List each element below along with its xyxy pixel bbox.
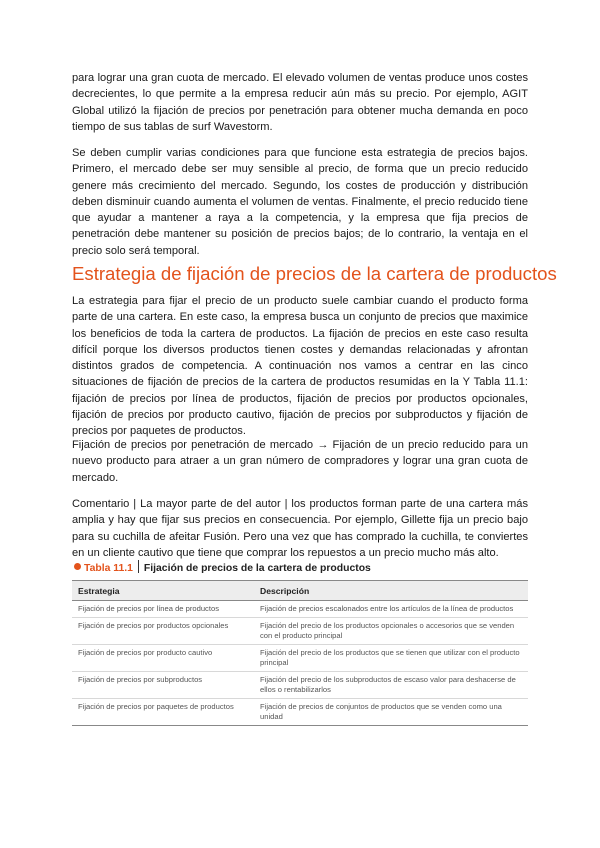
bullet-icon [74,563,81,570]
table-row [72,699,528,726]
paragraph-definition: Fijación de precios por penetración de mercado → Fijación de un precio reducido para un nuevo producto para atraer a un gran número de compradores y lograr una gran cuota de mercado. [72,439,528,484]
table-cell: Fijación de precios por paquetes de productos [72,699,254,726]
table-cell: Fijación de precios por productos opcionales [72,618,254,645]
section-heading: Estrategia de fijación de precios de la cartera de productos [72,263,557,284]
table-caption [74,560,524,576]
paragraph-penetration-intro: para lograr una gran cuota de mercado. El elevado volumen de ventas produce unos costes decrecientes, lo que permite a la empresa reducir aún más su precio. Por ejemplo, AGIT Global utilizó la fijación de precios por penetración para obtener mucha demanda en poco tiempo de sus tablas de surf Wavestorm. [72,72,528,133]
table-cell: Fijación de precios por línea de productos [72,601,254,618]
paragraph-comment: Comentario | La mayor parte de del autor | los productos forman parte de una cartera más amplia y hay que fijar sus precios en consecuencia. Por ejemplo, Gillette fija un precio bajo para su cuchilla de afeitar Fusión. Pero una vez que has comprado la cuchilla, te conviertes en un cliente cautivo que tiene que comprar los repuestos a un precio mucho más alto. [72,498,528,559]
table-row [72,645,528,672]
column-header-description: Descripción [254,581,528,601]
table-cell: Fijación de precios escalonados entre los artículos de la línea de productos [254,601,528,618]
column-header-strategy: Estrategia [72,581,254,601]
table-header-row [72,581,528,601]
paragraph-conditions: Se deben cumplir varias condiciones para que funcione esta estrategia de precios bajos. Primero, el mercado debe ser muy sensible al precio, de forma que un precio reducido genere más crecimiento del mercado. Segundo, los costes de producción y distribución deben disminuir cuando aumenta el volumen de ventas. Finalmente, el precio reducido tiene que ayudar a mantener a raya a la competencia, y la empresa que fija precios de penetración debe mantener su posición de precios bajos; de lo contrario, la ventaja en el precio solo será temporal. [72,147,528,257]
table-row [72,601,528,618]
paragraph-portfolio: La estrategia para fijar el precio de un producto suele cambiar cuando el producto forma parte de una cartera. En este caso, la empresa busca un conjunto de precios que maximice los beneficios de toda la cartera de productos. La fijación de precios en este caso resulta difícil porque los diversos productos tienen costes y demandas relacionadas y afrontan distintos grados de competencia. A continuación nos vamos a centrar en las cinco situaciones de fijación de precios de la cartera de productos resumidas en la Y Tabla 11.1: fijación de precios por línea de productos, fijación de precios por productos opcionales, fijación de precios por producto cautivo, fijación de precios por subproductos y fijación de precios por paquetes de productos. [72,295,528,438]
table-cell: Fijación del precio de los productos que se tienen que utilizar con el producto principal [254,645,528,672]
table-cell: Fijación del precio de los subproductos de escaso valor para deshacerse de ellos o rentabilizarlos [254,672,528,699]
table-cell: Fijación de precios por producto cautivo [72,645,254,672]
table-title: Fijación de precios de la cartera de productos [143,563,371,574]
caption-divider [138,560,139,573]
table-row [72,672,528,699]
pricing-table [72,580,528,726]
table-cell: Fijación de precios por subproductos [72,672,254,699]
table-number: Tabla 11.1 [84,563,133,574]
table-cell: Fijación del precio de los productos opcionales o accesorios que se venden con el producto principal [254,618,528,645]
table-row [72,618,528,645]
table-cell: Fijación de precios de conjuntos de productos que se venden como una unidad [254,699,528,726]
